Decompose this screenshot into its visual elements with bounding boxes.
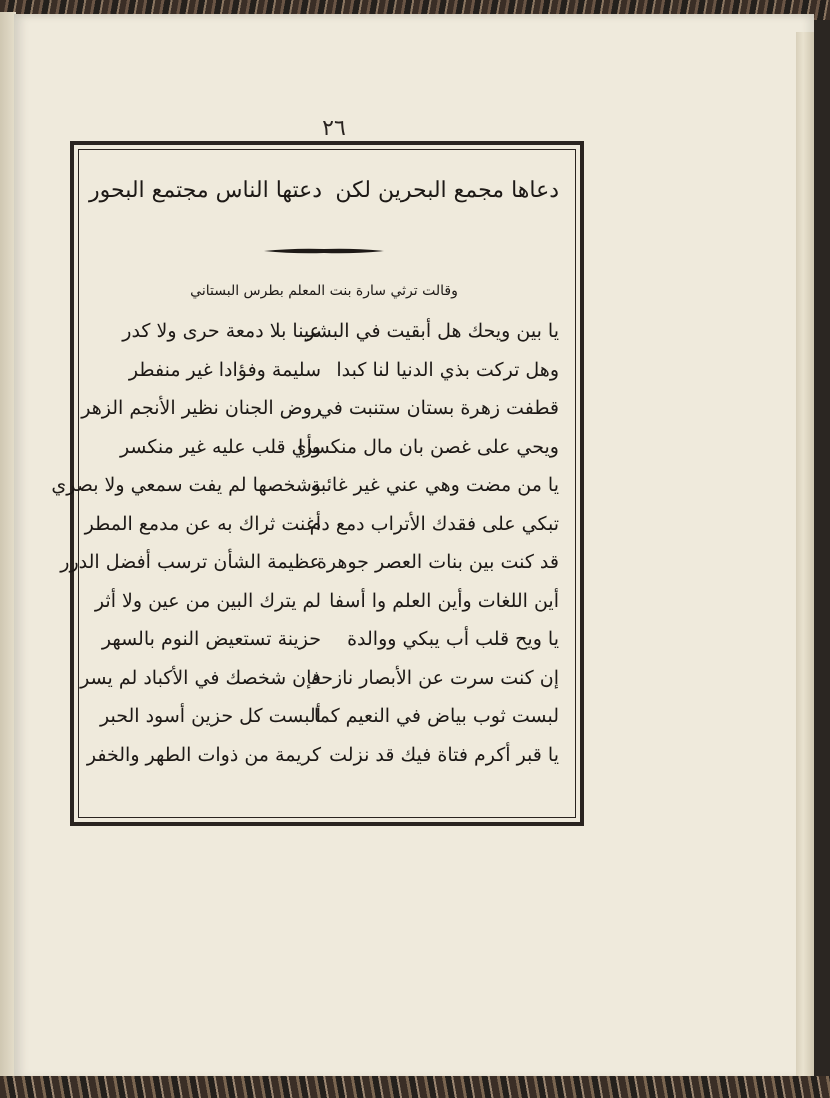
verse-row (60, 551, 559, 590)
verse-second-hemistich: عينا بلا دمعة حرى ولا كدر (122, 320, 321, 342)
header-verse (89, 178, 559, 218)
verse-second-hemistich: حزينة تستعيض النوم بالسهر (101, 628, 321, 650)
verse-first-hemistich: ويحي على غصن بان مال منكسرا (297, 435, 559, 458)
verse-second-hemistich: عظيمة الشأن ترسب أفضل الدرر (60, 551, 321, 573)
verse-second-hemistich: ألبست كل حزين أسود الحبر (99, 705, 321, 727)
verse-first-hemistich: يا من مضت وهي عني غير غائبة (310, 474, 559, 496)
divider-ornament (264, 246, 384, 256)
verse-second-hemistich: روض الجنان نظير الأنجم الزهر (81, 397, 321, 419)
verse-second-hemistich: أغنت ثراك به عن مدمع المطر (84, 512, 321, 535)
poem-verses (51, 320, 559, 782)
marbled-binding-bottom (0, 1076, 830, 1098)
verse-row (86, 743, 559, 783)
book-page (14, 14, 814, 1080)
verse-row (89, 320, 559, 359)
verse-first-hemistich: أين اللغات وأين العلم وا أسفا (329, 589, 559, 612)
verse-row (89, 705, 559, 744)
verse-first-hemistich: تبكي على فقدك الأتراب دمع دم (309, 512, 559, 535)
verse-first-hemistich: يا قبر أكرم فتاة فيك قد نزلت (329, 743, 559, 766)
page-stack-edge (796, 32, 814, 1092)
verse-row (89, 628, 559, 667)
poem-attribution: وقالت ترثي سارة بنت المعلم بطرس البستاني (190, 283, 458, 299)
verse-row (81, 397, 559, 436)
verse-second-hemistich: وأي قلب عليه غير منكسر (119, 435, 321, 458)
page-number: ٢٦ (322, 116, 346, 141)
verse-row (80, 666, 559, 706)
verse-second-hemistich: وشخصها لم يفت سمعي ولا بصري (51, 474, 321, 496)
text-frame-inner-rule (51, 149, 576, 818)
verse-first-hemistich: إن كنت سرت عن الأبصار نازحة (311, 666, 559, 689)
header-verse-second-hemistich: دعتها الناس مجتمع البحور (89, 178, 323, 203)
verse-second-hemistich: سليمة وفؤادا غير منفطر (128, 358, 321, 381)
verse-row (84, 512, 559, 552)
verse-first-hemistich: يا ويح قلب أب يبكي ووالدة (347, 628, 559, 650)
verse-row (89, 359, 559, 398)
verse-first-hemistich: وهل تركت بذي الدنيا لنا كبدا (336, 358, 559, 381)
header-verse-first-hemistich: دعاها مجمع البحرين لكن (335, 178, 559, 203)
verse-row (89, 436, 559, 475)
verse-row (51, 474, 559, 513)
verse-first-hemistich: يا بين ويحك هل أبقيت في البشر (305, 320, 559, 342)
verse-first-hemistich: قد كنت بين بنات العصر جوهرة (316, 551, 559, 573)
verse-second-hemistich: فإن شخصك في الأكباد لم يسر (80, 666, 321, 689)
verse-first-hemistich: لبست ثوب بياض في النعيم كما (313, 705, 559, 727)
verse-second-hemistich: لم يترك البين من عين ولا أثر (94, 589, 321, 612)
verse-second-hemistich: كريمة من ذوات الطهر والخفر (86, 743, 321, 766)
text-frame (51, 141, 584, 826)
verse-first-hemistich: قطفت زهرة بستان ستنبت في (317, 397, 559, 419)
verse-row (89, 590, 559, 629)
